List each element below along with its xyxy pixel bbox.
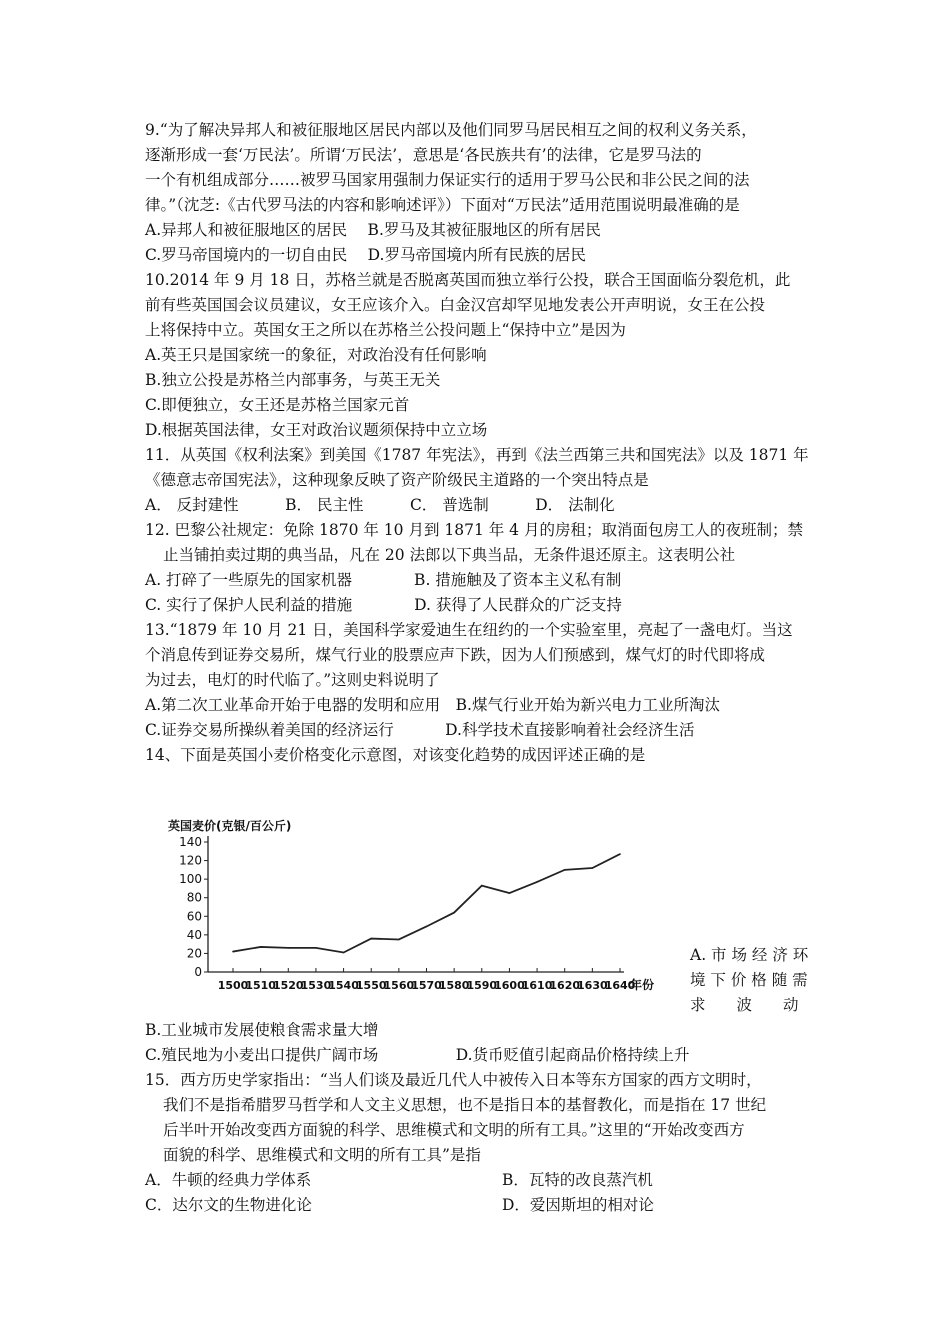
q14-stem: 14、下面是英国小麦价格变化示意图，对该变化趋势的成因评述正确的是 xyxy=(145,746,646,764)
price-data-point xyxy=(564,869,566,871)
q9-option-line: A.异邦人和被征服地区的居民 B.罗马及其被征服地区的所有居民 xyxy=(145,221,601,239)
q13-stem-line: 13.“1879 年 10 月 21 日，美国科学家爱迪生在纽约的一个实验室里，亮起了一盏电灯。当这 xyxy=(145,621,793,639)
q15-option-b: B．瓦特的改良蒸汽机 xyxy=(502,1171,653,1189)
y-tick-label: 100 xyxy=(179,872,202,887)
q9-option-line: C.罗马帝国境内的一切自由民 D.罗马帝国境内所有民族的居民 xyxy=(145,246,586,264)
q15-option-a: A．牛顿的经典力学体系 xyxy=(145,1171,312,1189)
x-tick-label: 1590 xyxy=(466,979,498,992)
price-data-point xyxy=(619,853,621,855)
x-tick-label: 1620 xyxy=(549,979,581,992)
q15-option-c: C．达尔文的生物进化论 xyxy=(145,1196,312,1214)
q13-option-line: A.第二次工业革命开始于电器的发明和应用 B.煤气行业开始为新兴电力工业所淘汰 xyxy=(145,696,720,714)
x-tick-label: 1510 xyxy=(245,979,276,992)
q13-option-line: C.证券交易所操纵着美国的经济运行 D.科学技术直接影响着社会经济生活 xyxy=(145,721,695,739)
q10-option-b: B.独立公投是苏格兰内部事务，与英王无关 xyxy=(145,371,441,389)
y-tick-label: 0 xyxy=(194,965,202,979)
wheat-price-chart xyxy=(150,808,690,1004)
q11-options: A． 反封建性 B． 民主性 C． 普选制 D． 法制化 xyxy=(145,496,615,514)
y-tick-label: 120 xyxy=(179,853,202,868)
x-tick-label: 1540 xyxy=(328,979,359,992)
q10-stem-line: 10.2014 年 9 月 18 日，苏格兰就是否脱离英国而独立举行公投，联合王国面临分裂危机，此 xyxy=(145,271,791,289)
q11-stem-line: 11．从英国《权利法案》到美国《1787 年宪法》，再到《法兰西第三共和国宪法》以及 1871 年 xyxy=(145,446,809,464)
x-tick-label: 1630 xyxy=(577,979,608,992)
q14-option-line: C.殖民地为小麦出口提供广阔市场 D.货币贬值引起商品价格持续上升 xyxy=(145,1046,690,1064)
x-tick-label: 1570 xyxy=(411,979,442,992)
price-data-point xyxy=(398,939,400,941)
price-data-point xyxy=(343,952,345,954)
q14-option-a-line: 境 下 价 格 随 需 xyxy=(690,971,808,989)
price-data-point xyxy=(426,926,428,928)
q10-stem-line: 上将保持中立。英国女王之所以在苏格兰公投问题上“保持中立”是因为 xyxy=(145,321,626,339)
q15-stem-line: 面貌的科学、思维模式和文明的所有工具”是指 xyxy=(163,1146,481,1164)
q12-stem-line: 12. 巴黎公社规定：免除 1870 年 10 月到 1871 年 4 月的房租；取消面包房工人的夜班制；禁 xyxy=(145,521,803,539)
y-tick-label: 140 xyxy=(179,835,202,849)
q9-stem-line: 逐渐形成一套‘万民法’。所谓‘万民法’，意思是‘各民族共有’的法律，它是罗马法的 xyxy=(145,146,702,164)
q10-option-c: C.即便独立，女王还是苏格兰国家元首 xyxy=(145,396,410,414)
x-tick-label: 1500 xyxy=(217,979,249,992)
q9-stem-line: 一个有机组成部分……被罗马国家用强制力保证实行的适用于罗马公民和非公民之间的法 xyxy=(145,171,750,189)
q10-stem-line: 前有些英国国会议员建议，女王应该介入。白金汉宫却罕见地发表公开声明说，女王在公投 xyxy=(145,296,766,314)
q12-stem-line: 止当铺拍卖过期的典当品，凡在 20 法郎以下典当品，无条件退还原主。这表明公社 xyxy=(163,546,736,564)
x-tick-label: 1580 xyxy=(438,979,470,992)
q11-stem-line: 《德意志帝国宪法》，这种现象反映了资产阶级民主道路的一个突出特点是 xyxy=(145,471,649,489)
q14-option-a-line: 求 波 动 xyxy=(690,996,799,1014)
price-data-point xyxy=(481,885,483,887)
q15-stem-line: 我们不是指希腊罗马哲学和人文主义思想，也不是指日本的基督教化，而是指在 17 世纪 xyxy=(163,1096,767,1114)
q9-stem-line: 9.“为了解决异邦人和被征服地区居民内部以及他们同罗马居民相互之间的权利义务关系， xyxy=(145,121,757,139)
price-data-point xyxy=(260,946,262,948)
x-tick-label: 1610 xyxy=(521,979,553,992)
q12-option-line: C. 实行了保护人民利益的措施 D. 获得了人民群众的广泛支持 xyxy=(145,596,622,614)
x-tick-label: 1640 xyxy=(604,979,636,992)
q9-stem-line: 律。”（沈芝:《古代罗马法的内容和影响述评》）下面对“万民法”适用范围说明最准确的是 xyxy=(145,196,740,214)
y-tick-label: 40 xyxy=(186,927,202,942)
x-axis-label: 年份 xyxy=(630,978,655,992)
chart-title: 英国麦价(克银/百公斤) xyxy=(168,819,292,833)
q14-option-b: B.工业城市发展使粮食需求量大增 xyxy=(145,1021,379,1039)
x-tick-label: 1560 xyxy=(383,979,415,992)
price-data-point xyxy=(592,867,594,869)
x-tick-label: 1520 xyxy=(272,979,304,992)
price-data-point xyxy=(287,947,289,949)
q15-stem-line: 15．西方历史学家指出：“当人们谈及最近几代人中被传入日本等东方国家的西方文明时， xyxy=(145,1071,762,1089)
x-tick-label: 1550 xyxy=(355,979,387,992)
x-tick-label: 1530 xyxy=(300,979,332,992)
price-series-line xyxy=(233,854,620,952)
price-data-point xyxy=(315,947,317,949)
price-data-point xyxy=(370,938,372,940)
q12-option-line: A. 打碎了一些原先的国家机器 B. 措施触及了资本主义私有制 xyxy=(145,571,622,589)
price-data-point xyxy=(453,912,455,914)
price-data-point xyxy=(232,951,234,953)
q14-option-a-line: A. 市 场 经 济 环 xyxy=(690,946,809,964)
y-tick-label: 20 xyxy=(186,946,202,961)
y-tick-label: 60 xyxy=(186,909,202,924)
price-data-point xyxy=(536,881,538,883)
x-tick-label: 1600 xyxy=(494,979,525,992)
y-tick-label: 80 xyxy=(186,890,202,905)
price-data-point xyxy=(509,892,511,894)
q10-option-a: A.英王只是国家统一的象征，对政治没有任何影响 xyxy=(145,346,487,364)
q13-stem-line: 个消息传到证券交易所，煤气行业的股票应声下跌，因为人们预感到，煤气灯的时代即将成 xyxy=(145,646,766,664)
q10-option-d: D.根据英国法律，女王对政治议题须保持中立立场 xyxy=(145,421,488,439)
q15-option-d: D．爱因斯坦的相对论 xyxy=(502,1196,654,1214)
q15-stem-line: 后半叶开始改变西方面貌的科学、思维模式和文明的所有工具。”这里的“开始改变西方 xyxy=(163,1121,745,1139)
q13-stem-line: 为过去，电灯的时代临了。”这则史料说明了 xyxy=(145,671,440,689)
